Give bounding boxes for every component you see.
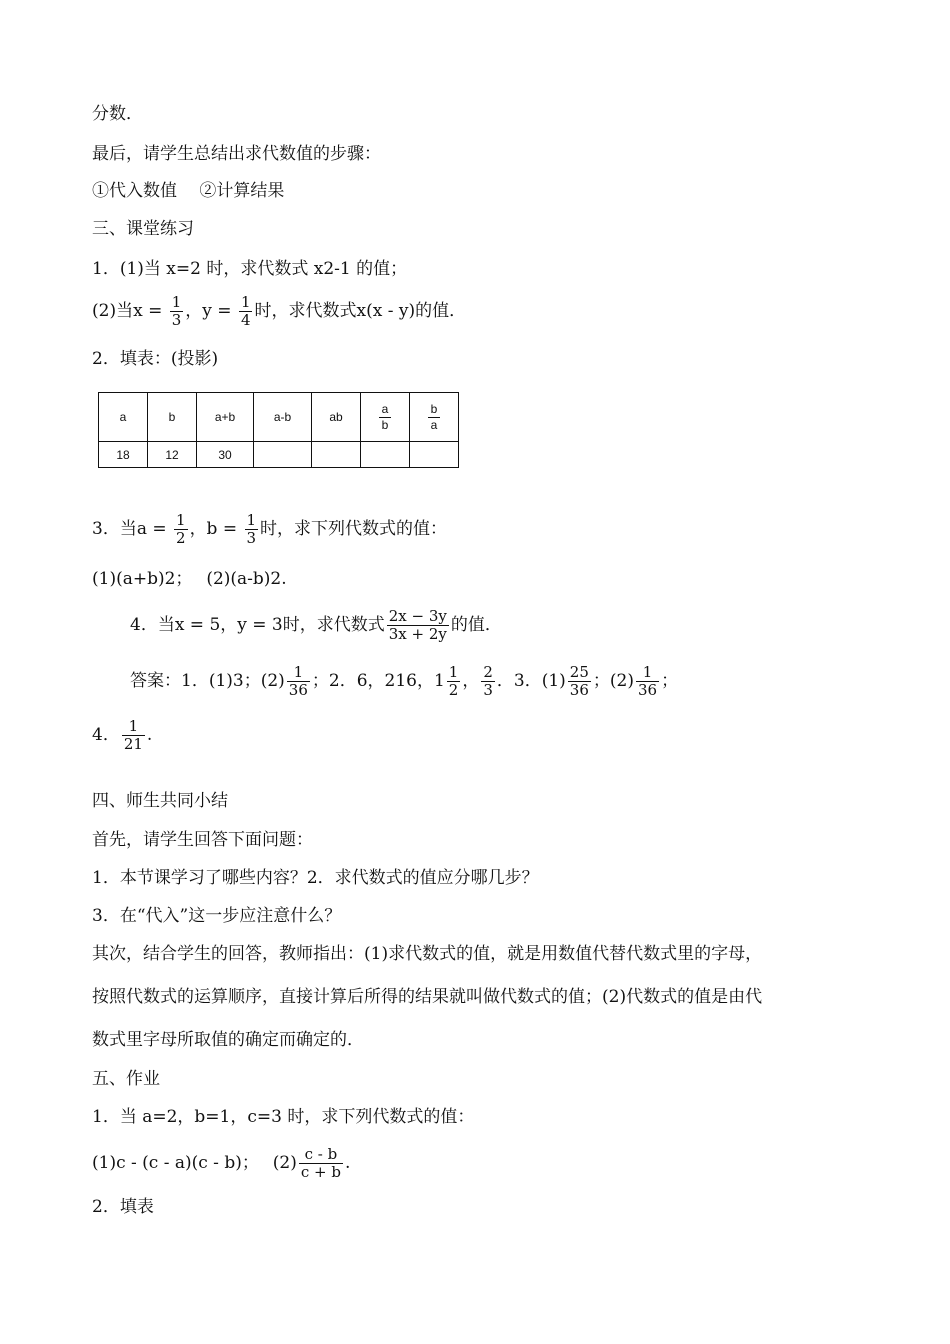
table-cell: 30 [197, 442, 254, 468]
table-header: a-b [254, 393, 312, 442]
table-header: b [148, 393, 197, 442]
steps-line: ①代入数值 ②计算结果 [92, 181, 285, 201]
exercise-1: 1．(1)当 x=2 时，求代数式 x2-1 的值； [92, 259, 408, 279]
fraction: $\frac{1}{3}$ [246, 511, 257, 547]
fraction: $\frac{1}{36}$ [637, 663, 658, 699]
exercise-1-part-2: (2)当x = $\frac{1}{3}$ ，y = $\frac{1}{4}$ 时，求代数式x(x - y)的值． [92, 293, 467, 329]
text-line: 最后，请学生总结出求代数值的步骤： [92, 144, 381, 164]
table-header: $\frac{b}{a}$ [410, 393, 459, 442]
exercise-4: 4．当x = 5，y = 3时，求代数式 $\frac{2x - 3y}{3x + 2y}$ 的值． [130, 607, 502, 643]
text-line: 首先，请学生回答下面问题： [92, 830, 313, 850]
text-line: 1．本节课学习了哪些内容？2．求代数式的值应分哪几步？ [92, 868, 539, 888]
fraction: $\frac{1}{3}$ [171, 293, 182, 329]
fraction: $\frac{2x - 3y}{3x + 2y}$ [388, 607, 447, 643]
homework-1-items: (1)c - (c - a)(c - b)； (2) $\frac{c - b}{c + b}$ . [92, 1145, 351, 1181]
text-line: 数式里字母所取值的确定而确定的． [92, 1030, 364, 1050]
answers-continued: 4． $\frac{1}{21}$ . [92, 717, 153, 753]
table-cell [361, 442, 410, 468]
fill-table [98, 392, 459, 468]
fraction: $\frac{c - b}{c + b}$ [300, 1145, 341, 1181]
fraction: $\frac{1}{2}$ [176, 511, 186, 547]
text-line: 分数． [92, 104, 143, 124]
table-cell: 18 [99, 442, 148, 468]
table-header: ab [312, 393, 361, 442]
exercise-2: 2．填表：(投影) [92, 349, 219, 369]
table-cell [312, 442, 361, 468]
fraction: $\frac{1}{21}$ [123, 717, 143, 753]
text-line: 其次，结合学生的回答，教师指出：(1)求代数式的值，就是用数值代替代数式里的字母， [92, 944, 763, 964]
table-header: a+b [197, 393, 254, 442]
answers: 答案：1．(1)3；(2) $\frac{1}{36}$ ；2．6，216，1 $\frac{1}{2}$ ， $\frac{2}{3}$ ．3．(1) $\frac{25}{36}$ ；(2) $\frac{1}{36}$ ； [130, 663, 679, 699]
homework-2: 2．填表 [92, 1197, 154, 1217]
table-header: a [99, 393, 148, 442]
fraction: $\frac{1}{36}$ [288, 663, 308, 699]
fraction: $\frac{25}{36}$ [569, 663, 589, 699]
text-line: 按照代数式的运算顺序，直接计算后所得的结果就叫做代数式的值；(2)代数式的值是由代 [92, 987, 763, 1007]
homework-1: 1．当 a=2，b=1，c=3 时，求下列代数式的值： [92, 1107, 475, 1127]
section-heading: 三、课堂练习 [92, 219, 194, 239]
table-header: $\frac{a}{b}$ [361, 393, 410, 442]
fraction: $\frac{2}{3}$ [483, 663, 493, 699]
exercise-3-items: (1)(a+b)2； (2)(a-b)2. [92, 569, 287, 589]
fraction: $\frac{1}{4}$ [240, 293, 251, 329]
section-heading: 四、师生共同小结 [92, 791, 228, 811]
table-cell [254, 442, 312, 468]
table-cell [410, 442, 459, 468]
table-cell: 12 [148, 442, 197, 468]
exercise-3: 3．当a = $\frac{1}{2}$ ，b = $\frac{1}{3}$ 时，求下列代数式的值： [92, 511, 448, 547]
text-line: 3．在“代入”这一步应注意什么？ [92, 906, 342, 926]
fraction: $\frac{1}{2}$ [448, 663, 459, 699]
section-heading: 五、作业 [92, 1069, 160, 1089]
